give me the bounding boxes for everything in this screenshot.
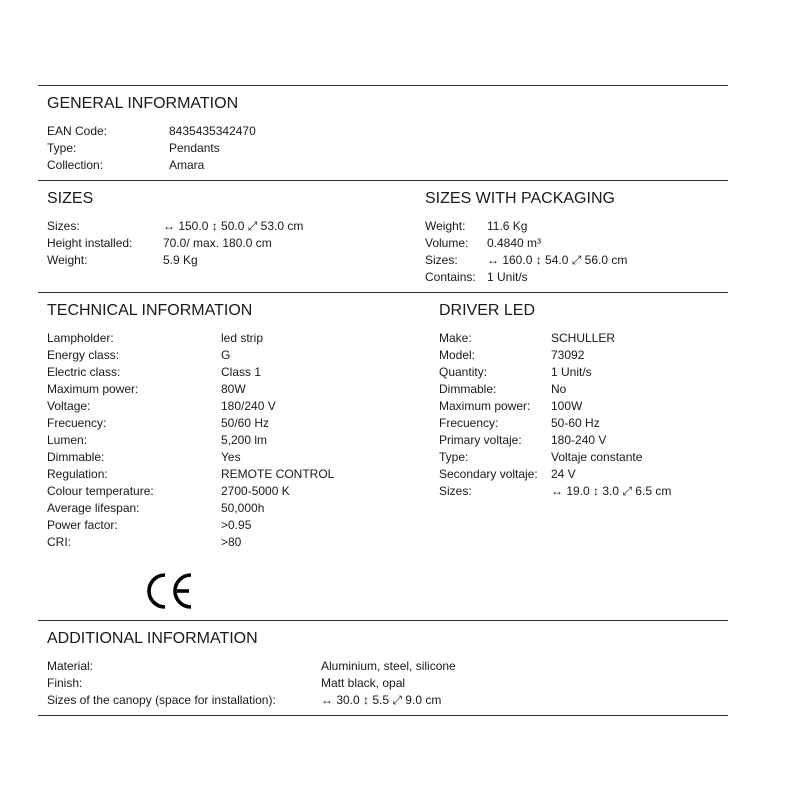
row-label: Finish: bbox=[47, 676, 83, 690]
row-label: Lampholder: bbox=[47, 331, 114, 345]
row-value: G bbox=[221, 348, 231, 362]
row-value: 180-240 V bbox=[551, 433, 607, 447]
sizes-with-packaging-title: SIZES WITH PACKAGING bbox=[425, 190, 615, 207]
sizes-title: SIZES bbox=[47, 190, 94, 207]
row-label: Height installed: bbox=[47, 236, 133, 250]
row-value: led strip bbox=[221, 331, 264, 345]
row-value: 50/60 Hz bbox=[221, 416, 270, 430]
row-value: 2700-5000 K bbox=[221, 484, 290, 498]
row-value: 80W bbox=[221, 382, 246, 396]
technical-information-title: TECHNICAL INFORMATION bbox=[47, 302, 253, 319]
row-label: Frecuency: bbox=[47, 416, 107, 430]
row-label: Sizes of the canopy (space for installation): bbox=[47, 693, 276, 707]
row-label: Make: bbox=[439, 331, 472, 345]
row-value: 70.0/ max. 180.0 cm bbox=[163, 236, 272, 250]
row-value: ↔ 19.0 ↕ 3.0 ⤢ 6.5 cm bbox=[551, 484, 672, 498]
divider-additional bbox=[38, 620, 728, 621]
row-value: 180/240 V bbox=[221, 399, 276, 413]
divider-technical bbox=[38, 292, 728, 293]
additional-information-title: ADDITIONAL INFORMATION bbox=[47, 630, 258, 647]
row-label: Collection: bbox=[47, 158, 104, 172]
row-label: Energy class: bbox=[47, 348, 120, 362]
row-label: Frecuency: bbox=[439, 416, 499, 430]
row-value: 5.9 Kg bbox=[163, 253, 198, 267]
row-value: SCHULLER bbox=[551, 331, 616, 345]
row-label: Maximum power: bbox=[439, 399, 531, 413]
row-label: Sizes: bbox=[425, 253, 458, 267]
row-label: EAN Code: bbox=[47, 124, 108, 138]
row-value: Pendants bbox=[169, 141, 220, 155]
row-label: CRI: bbox=[47, 535, 71, 549]
row-label: Dimmable: bbox=[439, 382, 497, 396]
row-value: Voltaje constante bbox=[551, 450, 643, 464]
row-value: 50-60 Hz bbox=[551, 416, 600, 430]
row-value: 1 Unit/s bbox=[487, 270, 528, 284]
row-value: ↔ 150.0 ↕ 50.0 ⤢ 53.0 cm bbox=[163, 219, 304, 233]
row-label: Colour temperature: bbox=[47, 484, 154, 498]
row-label: Weight: bbox=[47, 253, 88, 267]
driver-led-title: DRIVER LED bbox=[439, 302, 536, 319]
row-label: Regulation: bbox=[47, 467, 108, 481]
ce-mark-icon bbox=[146, 572, 194, 610]
row-value: Matt black, opal bbox=[321, 676, 406, 690]
row-label: Primary voltaje: bbox=[439, 433, 522, 447]
row-value: 73092 bbox=[551, 348, 585, 362]
row-value: 8435435342470 bbox=[169, 124, 256, 138]
row-value: Yes bbox=[221, 450, 241, 464]
divider-sizes bbox=[38, 180, 728, 181]
row-label: Average lifespan: bbox=[47, 501, 140, 515]
row-value: 24 V bbox=[551, 467, 576, 481]
row-label: Sizes: bbox=[439, 484, 472, 498]
row-label: Voltage: bbox=[47, 399, 91, 413]
row-label: Material: bbox=[47, 659, 94, 673]
row-label: Maximum power: bbox=[47, 382, 139, 396]
row-label: Quantity: bbox=[439, 365, 488, 379]
row-value: ↔ 30.0 ↕ 5.5 ⤢ 9.0 cm bbox=[321, 693, 442, 707]
row-value: REMOTE CONTROL bbox=[221, 467, 335, 481]
row-label: Sizes: bbox=[47, 219, 80, 233]
row-label: Type: bbox=[47, 141, 77, 155]
row-label: Lumen: bbox=[47, 433, 88, 447]
row-value: 5,200 lm bbox=[221, 433, 268, 447]
row-value: 1 Unit/s bbox=[551, 365, 592, 379]
row-value: >0.95 bbox=[221, 518, 252, 532]
row-label: Model: bbox=[439, 348, 476, 362]
row-label: Contains: bbox=[425, 270, 476, 284]
row-label: Weight: bbox=[425, 219, 466, 233]
row-label: Power factor: bbox=[47, 518, 118, 532]
row-label: Electric class: bbox=[47, 365, 121, 379]
row-value: >80 bbox=[221, 535, 242, 549]
row-label: Dimmable: bbox=[47, 450, 105, 464]
row-value: Class 1 bbox=[221, 365, 262, 379]
row-value: Amara bbox=[169, 158, 205, 172]
row-value: 0.4840 m³ bbox=[487, 236, 542, 250]
row-value: 100W bbox=[551, 399, 583, 413]
divider-top bbox=[38, 85, 728, 86]
row-value: 50,000h bbox=[221, 501, 265, 515]
divider-bottom bbox=[38, 715, 728, 716]
general-information-title: GENERAL INFORMATION bbox=[47, 95, 239, 112]
row-value: ↔ 160.0 ↕ 54.0 ⤢ 56.0 cm bbox=[487, 253, 628, 267]
row-value: 11.6 Kg bbox=[487, 219, 528, 233]
row-label: Type: bbox=[439, 450, 469, 464]
row-label: Secondary voltaje: bbox=[439, 467, 538, 481]
row-value: Aluminium, steel, silicone bbox=[321, 659, 456, 673]
row-value: No bbox=[551, 382, 567, 396]
row-label: Volume: bbox=[425, 236, 469, 250]
